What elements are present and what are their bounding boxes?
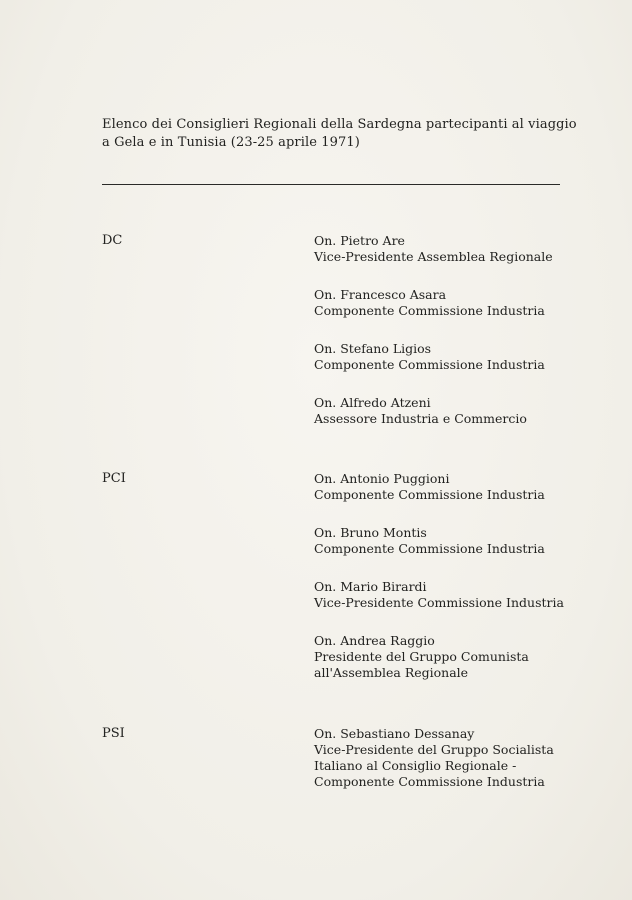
member-role: Vice-Presidente Assemblea Regionale [314,249,553,264]
member-role: Componente Commissione Industria [314,303,545,318]
member-role: Componente Commissione Industria [314,357,545,372]
member-entry [314,395,527,427]
member-role: Presidente del Gruppo Comunista [314,649,529,664]
member-entry [314,341,545,373]
member-role: Componente Commissione Industria [314,487,545,502]
member-name: On. Alfredo Atzeni [314,395,431,410]
member-role: Assessore Industria e Commercio [314,411,527,426]
member-role: all'Assemblea Regionale [314,665,469,680]
member-name: On. Bruno Montis [314,525,427,540]
member-role: Vice-Presidente Commissione Industria [314,595,564,610]
member-role: Componente Commissione Industria [314,774,545,789]
party-label-psi: PSI [102,726,125,741]
member-name: On. Pietro Are [314,233,405,248]
member-entry [314,471,545,503]
member-entry [314,287,545,319]
title-line-2: a Gela e in Tunisia (23-25 aprile 1971) [102,135,360,150]
member-entry [314,233,553,265]
member-name: On. Mario Birardi [314,579,427,594]
party-label-pci: PCI [102,471,126,486]
party-label-dc: DC [102,233,123,248]
member-entry [314,525,545,557]
member-name: On. Stefano Ligios [314,341,432,356]
member-name: On. Francesco Asara [314,287,447,302]
member-role: Componente Commissione Industria [314,541,545,556]
member-name: On. Antonio Puggioni [314,471,450,486]
member-name: On. Andrea Raggio [314,633,435,648]
title-line-1: Elenco dei Consiglieri Regionali della Sardegna partecipanti al viaggio [102,117,577,132]
member-role: Italiano al Consiglio Regionale - [314,758,517,773]
member-role: Vice-Presidente del Gruppo Socialista [314,742,554,757]
document-title [102,116,582,152]
member-entry [314,579,564,611]
member-name: On. Sebastiano Dessanay [314,726,475,741]
horizontal-divider [102,184,560,185]
member-entry [314,633,529,681]
member-entry [314,726,554,790]
